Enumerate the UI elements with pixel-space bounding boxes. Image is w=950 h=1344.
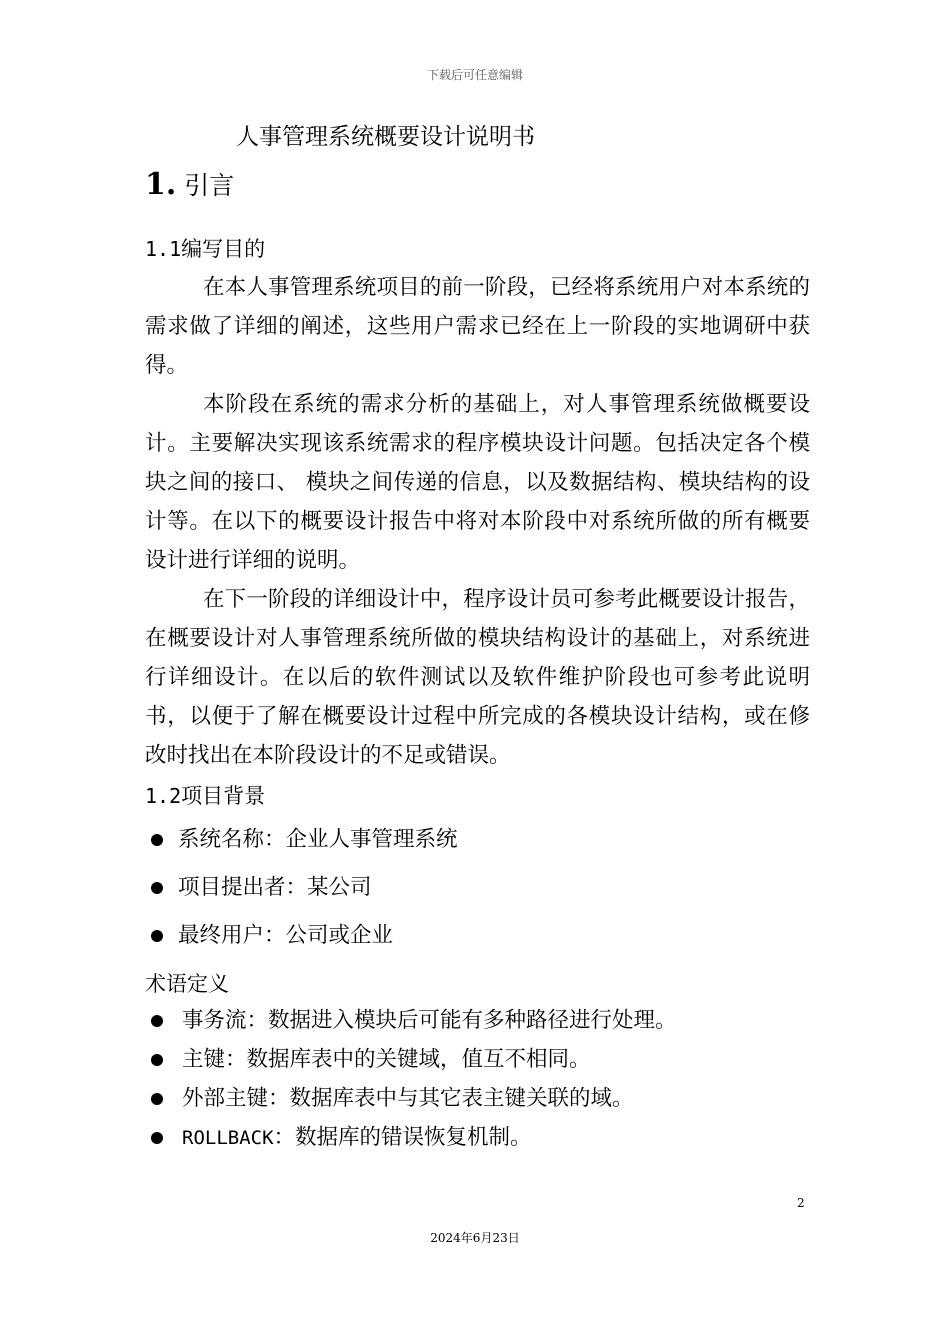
list-item: 项目提出者：某公司 [145, 864, 458, 912]
subsection-number: 1.2 [145, 784, 182, 808]
list-item: 最终用户：公司或企业 [145, 912, 458, 960]
terms-list [145, 1001, 677, 1157]
term-definition: ：数据库表中的关键域，值互不相同。 [225, 1047, 591, 1072]
term-name: 外部主键 [182, 1086, 269, 1111]
subsection-heading-1 [145, 233, 265, 263]
term-name: 主键 [182, 1047, 226, 1072]
subsection-number: 1.1 [145, 237, 182, 261]
section-heading [145, 166, 234, 202]
list-item [145, 1118, 677, 1157]
list-item [145, 1001, 677, 1040]
subsection-heading-2 [145, 780, 265, 810]
bullet-icon [151, 882, 163, 894]
document-title: 人事管理系统概要设计说明书 [236, 124, 535, 150]
bullet-icon [151, 930, 163, 942]
term-name: ROLLBACK [182, 1127, 274, 1149]
subsection-title: 编写目的 [181, 237, 266, 261]
page-footer-date: 2024年6月23日 [430, 1231, 520, 1245]
background-list [145, 816, 458, 960]
list-item: 系统名称：企业人事管理系统 [145, 816, 458, 864]
paragraph-2: 本阶段在系统的需求分析的基础上，对人事管理系统做概要设计。主要解决实现该系统需求的程序模块设计问题。包括决定各个模块之间的接口、 模块之间传递的信息，以及数据结构、模块结构的设计等。在以下的概要设计报告中将对本阶段中对系统所做的所有概要设计进行详细的说明。 [145, 392, 810, 573]
term-definition: ：数据库表中与其它表主键关联的域。 [268, 1086, 634, 1111]
bullet-icon [151, 1132, 163, 1144]
section-number: 1. [145, 167, 177, 202]
term-name: 事务流 [182, 1008, 247, 1033]
paragraph-3: 在下一阶段的详细设计中，程序设计员可参考此概要设计报告，在概要设计对人事管理系统所做的模块结构设计的基础上，对系统进行详细设计。在以后的软件测试以及软件维护阶段也可参考此说明书，以便于了解在概要设计过程中所完成的各模块设计结构，或在修改时找出在本阶段设计的不足或错误。 [145, 587, 810, 768]
bullet-icon [151, 834, 163, 846]
list-item [145, 1079, 677, 1118]
paragraph-1: 在本人事管理系统项目的前一阶段，已经将系统用户对本系统的需求做了详细的阐述，这些用户需求已经在上一阶段的实地调研中获得。 [145, 275, 810, 378]
page-header: 下载后可任意编辑 [426, 68, 523, 82]
term-definition: ：数据库的错误恢复机制。 [273, 1125, 532, 1150]
bullet-icon [151, 1054, 163, 1066]
page-number: 2 [797, 1196, 805, 1210]
bullet-icon [151, 1093, 163, 1105]
term-definition: ：数据进入模块后可能有多种路径进行处理。 [246, 1008, 677, 1033]
subsection-title: 项目背景 [181, 784, 266, 808]
section-title: 引言 [184, 171, 235, 200]
terms-heading: 术语定义 [145, 972, 229, 996]
list-item [145, 1040, 677, 1079]
bullet-icon [151, 1015, 163, 1027]
